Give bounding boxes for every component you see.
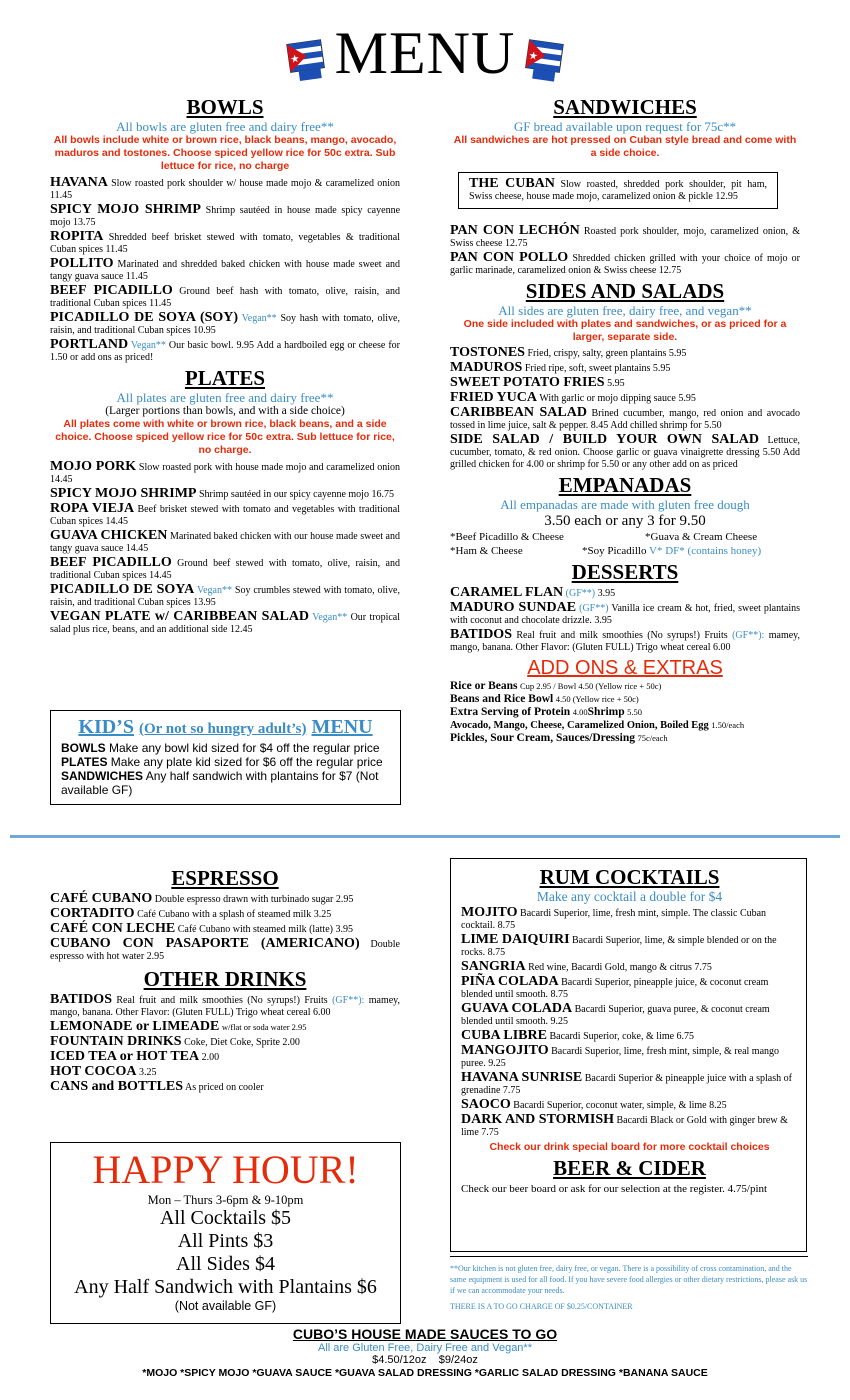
sides-red-note: One side included with plates and sandwiches, or as priced for a larger, separate side. xyxy=(463,318,787,343)
item-name: SANGRIA xyxy=(461,959,526,974)
kids-heading-end: MENU xyxy=(311,716,373,738)
cuban-flag-icon xyxy=(283,32,329,86)
kids-heading-main: KID’S xyxy=(78,716,134,738)
menu-item xyxy=(461,1099,798,1112)
item-desc: Vanilla ice cream & hot, fried, sweet plantains with coconut and chocolate drizzle. 3.95 xyxy=(450,603,800,626)
item-desc: Bacardi Superior, lime, & simple blended or on the rocks. 8.75 xyxy=(461,935,777,958)
addon-desc: 75c/each xyxy=(637,733,668,743)
empanadas-note: All empanadas are made with gluten free dough xyxy=(500,497,750,512)
sandwiches-note: GF bread available upon request for 75c** xyxy=(513,119,737,134)
item-desc: mamey, mango, banana. Other Flavor: (Gluten FULL) Trigo wheat cereal 6.00 xyxy=(450,630,801,653)
empanadas-options xyxy=(450,530,800,558)
drink-item xyxy=(50,1081,400,1094)
rum-list xyxy=(461,907,798,1139)
beer-text: Check our beer board or ask for our selection at the register. 4.75/pint xyxy=(461,1183,768,1195)
espresso-list xyxy=(50,893,400,963)
addon-desc: Cup 2.95 / Bowl 4.50 (Yellow rice + 50c) xyxy=(520,681,662,691)
happy-hour-note: (Not available GF) xyxy=(174,1299,277,1313)
drink-desc: Coke, Diet Coke, Sprite 2.00 xyxy=(184,1037,300,1048)
kids-heading-sub: (Or not so hungry adult’s) xyxy=(138,721,307,737)
plates-heading: PLATES xyxy=(184,366,266,390)
kids-menu-box xyxy=(50,710,401,805)
item-name: MOJITO xyxy=(461,905,518,920)
item-name: HAVANA xyxy=(50,175,108,190)
menu-item xyxy=(50,938,400,963)
item-name: CARAMEL FLAN xyxy=(450,585,564,600)
item-name: SPICY MOJO SHRIMP xyxy=(50,202,201,217)
rum-note: Make any cocktail a double for $4 xyxy=(536,889,723,904)
plates-note2: (Larger portions than bowls, and with a side choice) xyxy=(105,405,345,417)
item-desc: Ground beef hash with tomato, olive, raisin, and traditional Cuban spices 11.45 xyxy=(50,286,401,309)
drink-item xyxy=(50,1051,400,1064)
item-desc: Bacardi Superior, coconut water, simple, & lime 8.25 xyxy=(513,1100,727,1111)
item-desc: Double espresso drawn with turbinado sugar 2.95 xyxy=(154,894,354,905)
happy-hour-heading: HAPPY HOUR! xyxy=(92,1147,359,1192)
item-desc: Café Cubano with a splash of steamed milk 3.25 xyxy=(137,909,332,920)
menu-item xyxy=(50,503,400,528)
plates-red-note: All plates come with white or brown rice, black beans, and a side choice. Choose spiced yellow rice for 50c extra. Sub lettuce for rice, no charge. xyxy=(55,418,395,456)
item-desc: Our basic bowl. 9.95 Add a hardboiled egg or cheese for 1.50 or add ons as priced! xyxy=(50,340,401,363)
item-desc: Soy crumbles stewed with tomato, olive, raisin, and traditional Cuban spices 13.95 xyxy=(50,585,400,608)
menu-item xyxy=(461,1030,798,1043)
item-name: CARIBBEAN SALAD xyxy=(450,405,587,420)
addons-list xyxy=(450,680,800,745)
addon-line xyxy=(450,693,800,706)
happy-hour-box xyxy=(50,1142,401,1324)
menu-item xyxy=(50,611,400,636)
menu-item xyxy=(50,923,400,936)
rum-cocktails-box xyxy=(450,858,807,1252)
item-desc: 5.95 xyxy=(607,378,625,389)
menu-item xyxy=(50,908,400,921)
cuban-name: THE CUBAN xyxy=(469,176,555,191)
item-desc: Bacardi Superior, lime, fresh mint, simple, & real mango puree. 9.25 xyxy=(461,1046,780,1069)
happy-hour-line: All Sides $4 xyxy=(176,1253,275,1275)
drink-name: LEMONADE or LIMEADE xyxy=(50,1019,220,1034)
item-desc: Brined cucumber, mango, red onion and avocado tossed in lime juice, salt & pepper. 8.45 Add chilled shrimp for 5.50 xyxy=(450,408,801,431)
other-drinks-heading: OTHER DRINKS xyxy=(143,967,307,991)
empanada-option xyxy=(582,544,761,558)
menu-item xyxy=(461,1114,798,1139)
menu-item xyxy=(450,602,800,627)
empanada-option-note: V* DF* (contains honey) xyxy=(649,545,762,557)
menu-item xyxy=(450,377,800,390)
menu-item xyxy=(50,584,400,609)
drink-name: FOUNTAIN DRINKS xyxy=(50,1034,182,1049)
item-desc: Shredded beef brisket stewed with tomato, vegetables & traditional Cuban spices 11.45 xyxy=(50,232,401,255)
menu-item xyxy=(450,587,800,600)
cuban-box xyxy=(458,172,778,209)
item-name: SIDE SALAD / BUILD YOUR OWN SALAD xyxy=(450,432,759,447)
item-desc: Slow roasted pork shoulder w/ house made mojo & caramelized onion 11.45 xyxy=(50,178,400,201)
bowls-red-note: All bowls include white or brown rice, black beans, mango, avocado, maduros and tostones. Choose spiced yellow rice for 50c extra. Sub lettuce for rice, no charge xyxy=(53,134,397,172)
rum-heading: RUM COCKTAILS xyxy=(539,865,720,889)
menu-item xyxy=(450,392,800,405)
footnote-text: **Our kitchen is not gluten free, dairy free, or vegan. There is a possibility of cross contamination, and the same equipment is used for all food. If you have severe food allergies or other dietary restrictions, please ask us if we can accommodate your needs. xyxy=(450,1264,808,1295)
drink-desc: Real fruit and milk smoothies (No syrups!) Fruits xyxy=(116,995,328,1006)
menu-item xyxy=(50,893,400,906)
espresso-heading: ESPRESSO xyxy=(171,866,279,890)
empanada-option: *Guava & Cream Cheese xyxy=(645,531,758,543)
item-name: HAVANA SUNRISE xyxy=(461,1070,583,1085)
item-desc: Shrimp sautéed in our spicy cayenne mojo 16.75 xyxy=(198,489,394,500)
menu-item xyxy=(450,347,800,360)
addon-name: Beans and Rice Bowl xyxy=(450,693,554,705)
addon-name: Shrimp xyxy=(587,706,625,718)
happy-hour-line: All Pints $3 xyxy=(177,1230,274,1252)
item-name: TOSTONES xyxy=(450,345,525,360)
drink-desc: 3.25 xyxy=(138,1067,157,1078)
item-name: MOJO PORK xyxy=(50,459,137,474)
item-desc: Bacardi Superior, pineapple juice, & coconut cream blended until smooth. 8.75 xyxy=(461,977,769,1000)
drink-name: BATIDOS xyxy=(50,992,112,1007)
item-name: PIÑA COLADA xyxy=(461,974,559,989)
item-name: BATIDOS xyxy=(450,627,512,642)
item-name: MADURO SUNDAE xyxy=(450,600,577,615)
other-drinks-list xyxy=(50,994,400,1094)
empanada-option-name: *Soy Picadillo xyxy=(582,545,647,557)
kids-line-name: SANDWICHES xyxy=(61,769,144,783)
item-desc: Ground beef stewed with tomato, olive, raisin, and traditional Cuban spices 14.45 xyxy=(50,558,400,581)
sandwiches-red-note: All sandwiches are hot pressed on Cuban style bread and come with a side choice. xyxy=(453,134,797,159)
item-name: PAN CON LECHÓN xyxy=(450,223,580,238)
empanadas-heading: EMPANADAS xyxy=(558,473,692,497)
menu-item xyxy=(50,312,400,337)
item-desc: Soy hash with tomato, olive, raisin, and traditional Cuban spices 10.95 xyxy=(50,313,400,336)
addon-desc: 1.50/each xyxy=(711,720,745,730)
kids-line xyxy=(61,755,390,769)
menu-item xyxy=(50,258,400,283)
kids-line-name: PLATES xyxy=(61,755,108,769)
item-name: GUAVA COLADA xyxy=(461,1001,573,1016)
vegan-tag: Vegan** xyxy=(241,313,277,324)
drink-name: HOT COCOA xyxy=(50,1064,137,1079)
menu-item xyxy=(50,231,400,256)
item-name: VEGAN PLATE w/ CARIBBEAN SALAD xyxy=(50,609,310,624)
footnote-section xyxy=(450,1256,808,1312)
item-desc: Lettuce, cucumber, tomato, & red onion. Choose garlic or guava vinaigrette dressing 5.50 Add grilled chicken for 4.00 or shrimp for 5.50 or any other add on as priced xyxy=(450,435,801,470)
menu-item xyxy=(50,339,400,364)
item-name: BEEF PICADILLO xyxy=(50,555,172,570)
gf-tag: (GF**) xyxy=(565,588,596,599)
item-desc: 3.95 xyxy=(597,588,616,599)
drink-desc: mamey, mango, banana. Other Flavor: (Gluten FULL) Trigo wheat cereal 6.00 xyxy=(50,995,401,1018)
item-name: PICADILLO DE SOYA xyxy=(50,582,195,597)
rum-red-note: Check our drink special board for more cocktail choices xyxy=(489,1141,770,1153)
addon-desc: 4.00 xyxy=(572,707,588,717)
menu-item xyxy=(50,204,400,229)
menu-item xyxy=(450,434,800,471)
item-desc: Shrimp sautéed in house made spicy cayenne mojo 13.75 xyxy=(50,205,401,228)
item-desc: Roasted pork shoulder, mojo, caramelized onion, & Swiss cheese 12.75 xyxy=(450,226,800,249)
item-name: SPICY MOJO SHRIMP xyxy=(50,486,197,501)
happy-hour-times: Mon – Thurs 3-6pm & 9-10pm xyxy=(147,1193,304,1207)
addon-line xyxy=(450,732,800,745)
sauces-list: *MOJO *SPICY MOJO *GUAVA SAUCE *GUAVA SALAD DRESSING *GARLIC SALAD DRESSING *BANANA SAUCE xyxy=(142,1367,708,1379)
vegan-tag: Vegan** xyxy=(130,340,166,351)
menu-item xyxy=(461,961,798,974)
item-desc: Fried ripe, soft, sweet plantains 5.95 xyxy=(524,363,671,374)
menu-title xyxy=(0,18,850,88)
item-name: SAOCO xyxy=(461,1097,511,1112)
drink-name: ICED TEA or HOT TEA xyxy=(50,1049,200,1064)
bowls-heading: BOWLS xyxy=(186,95,264,119)
item-desc: Real fruit and milk smoothies (No syrups!) Fruits xyxy=(516,630,728,641)
item-desc: Café Cubano with steamed milk (latte) 3.95 xyxy=(177,924,353,935)
drink-name: CANS and BOTTLES xyxy=(50,1079,184,1094)
item-name: GUAVA CHICKEN xyxy=(50,528,168,543)
to-go-charge: THERE IS A TO GO CHARGE OF $0.25/CONTAINER xyxy=(450,1302,633,1311)
kids-line-desc: Make any bowl kid sized for $4 off the regular price xyxy=(109,741,380,755)
item-desc: Bacardi Superior, lime, fresh mint, simple. The classic Cuban cocktail. 8.75 xyxy=(461,908,767,931)
gf-tag: (GF**) xyxy=(579,603,609,614)
drink-gf: (GF**): xyxy=(332,995,365,1006)
sandwiches-section xyxy=(450,95,800,745)
sauces-price: $4.50/12oz $9/24oz xyxy=(372,1354,478,1366)
item-name: BEEF PICADILLO xyxy=(50,283,173,298)
menu-item xyxy=(461,934,798,959)
section-divider xyxy=(10,835,840,838)
sides-note: All sides are gluten free, dairy free, and vegan** xyxy=(498,303,752,318)
sides-list xyxy=(450,347,800,471)
item-name: CAFÉ CON LECHE xyxy=(50,921,176,936)
menu-item xyxy=(450,252,800,277)
drink-desc: w/flat or soda water 2.95 xyxy=(221,1022,307,1032)
sauces-heading: CUBO’S HOUSE MADE SAUCES TO GO xyxy=(292,1326,558,1342)
drink-item xyxy=(50,1021,400,1034)
cuban-item xyxy=(469,178,767,203)
addon-desc: 4.50 (Yellow rice + 50c) xyxy=(555,694,639,704)
desserts-heading: DESSERTS xyxy=(571,560,679,584)
menu-heading: MENU xyxy=(334,20,516,86)
item-desc: Shredded chicken grilled with your choice of mojo or garlic marinade, caramelized onion & Swiss cheese 12.75 xyxy=(450,253,801,276)
menu-item xyxy=(50,557,400,582)
desserts-list xyxy=(450,587,800,654)
menu-item xyxy=(50,488,400,501)
item-name: POLLITO xyxy=(50,256,114,271)
menu-item xyxy=(450,407,800,432)
cuban-flag-icon xyxy=(521,32,567,86)
sides-heading: SIDES AND SALADS xyxy=(525,279,725,303)
addon-desc: 5.50 xyxy=(627,707,643,717)
addon-name: Extra Serving of Protein xyxy=(450,706,571,718)
menu-item xyxy=(461,976,798,1001)
sandwiches-list xyxy=(450,225,800,277)
menu-item xyxy=(50,177,400,202)
item-name: CUBANO CON PASAPORTE (AMERICANO) xyxy=(50,936,360,951)
kids-line xyxy=(61,741,390,755)
kids-heading xyxy=(61,715,390,741)
item-name: MANGOJITO xyxy=(461,1043,549,1058)
sauces-note: All are Gluten Free, Dairy Free and Vegan** xyxy=(317,1342,532,1354)
espresso-section xyxy=(50,866,400,1096)
menu-item xyxy=(50,530,400,555)
empanada-option: *Beef Picadillo & Cheese xyxy=(450,531,564,543)
menu-item xyxy=(461,1045,798,1070)
item-name: CUBA LIBRE xyxy=(461,1028,547,1043)
drink-item xyxy=(50,1036,400,1049)
sandwiches-heading: SANDWICHES xyxy=(553,95,697,119)
item-desc: Fried, crispy, salty, green plantains 5.95 xyxy=(527,348,687,359)
empanada-option: *Ham & Cheese xyxy=(450,545,523,557)
drink-desc: 2.00 xyxy=(201,1052,220,1063)
addon-name: Pickles, Sour Cream, Sauces/Dressing xyxy=(450,732,635,744)
item-desc: Marinated and shredded baked chicken with house made sweet and tangy guava sauce 11.45 xyxy=(50,259,401,282)
addon-name: Avocado, Mango, Cheese, Caramelized Onion, Boiled Egg xyxy=(450,720,709,731)
item-desc: Bacardi Superior & pineapple juice with a splash of grenadine 7.75 xyxy=(461,1073,792,1096)
drink-item xyxy=(50,1066,400,1079)
item-desc: Bacardi Superior, guava puree, & coconut cream blended until smooth. 9.25 xyxy=(461,1004,770,1027)
addon-name: Rice or Beans xyxy=(450,680,518,692)
item-name: SWEET POTATO FRIES xyxy=(450,375,605,390)
drink-desc: As priced on cooler xyxy=(185,1082,264,1093)
item-name: ROPA VIEJA xyxy=(50,501,135,516)
kids-line-name: BOWLS xyxy=(61,741,106,755)
item-name: CAFÉ CUBANO xyxy=(50,891,153,906)
item-desc: With garlic or mojo dipping sauce 5.95 xyxy=(539,393,696,404)
sauces-section xyxy=(0,1326,850,1380)
item-name: ROPITA xyxy=(50,229,104,244)
addon-line xyxy=(450,706,800,719)
gf-tag: (GF**): xyxy=(732,630,765,641)
cuban-desc: Slow roasted, shredded pork shoulder, pit ham, Swiss cheese, house made mojo, caramelized onion & pickle 12.95 xyxy=(469,179,767,202)
bowls-section xyxy=(50,95,400,638)
addon-line xyxy=(450,719,800,732)
menu-item xyxy=(461,1072,798,1097)
menu-item xyxy=(50,461,400,486)
addons-heading: ADD ONS & EXTRAS xyxy=(527,657,723,679)
item-desc: Double espresso with hot water 2.95 xyxy=(50,939,400,962)
menu-item xyxy=(450,225,800,250)
menu-item xyxy=(50,285,400,310)
bowls-list xyxy=(50,177,400,364)
plates-note: All plates are gluten free and dairy free** xyxy=(116,390,334,405)
item-desc: Beef brisket stewed with tomato and vegetables with traditional Cuban spices 14.45 xyxy=(50,504,401,527)
item-desc: Slow roasted pork with house made mojo and caramelized onion 14.45 xyxy=(50,462,401,485)
item-name: FRIED YUCA xyxy=(450,390,537,405)
plates-list xyxy=(50,461,400,636)
bowls-note: All bowls are gluten free and dairy free** xyxy=(116,119,334,134)
addon-line xyxy=(450,680,800,693)
kids-line xyxy=(61,769,390,797)
item-name: DARK AND STORMISH xyxy=(461,1112,614,1127)
item-name: PAN CON POLLO xyxy=(450,250,569,265)
menu-item xyxy=(450,629,800,654)
menu-item xyxy=(461,907,798,932)
kids-line-desc: Any half sandwich with plantains for $7 (Not available GF) xyxy=(61,769,379,797)
item-name: PORTLAND xyxy=(50,337,129,352)
beer-heading: BEER & CIDER xyxy=(553,1156,706,1180)
item-desc: Red wine, Bacardi Gold, mango & citrus 7.75 xyxy=(528,962,712,973)
item-name: CORTADITO xyxy=(50,906,135,921)
menu-item xyxy=(450,362,800,375)
vegan-tag: Vegan** xyxy=(196,585,232,596)
kids-lines xyxy=(61,741,390,797)
happy-hour-line: All Cocktails $5 xyxy=(159,1207,292,1229)
item-desc: Marinated baked chicken with our house made sweet and tangy guava sauce 14.45 xyxy=(50,531,400,554)
item-name: PICADILLO DE SOYA (SOY) xyxy=(50,310,239,325)
empanadas-price: 3.50 each or any 3 for 9.50 xyxy=(544,513,706,529)
item-desc: Bacardi Black or Gold with ginger brew & lime 7.75 xyxy=(461,1115,788,1138)
item-desc: Our tropical salad plus rice, beans, and an additional side 12.45 xyxy=(50,612,400,635)
menu-item xyxy=(461,1003,798,1028)
item-desc: Bacardi Superior, coke, & lime 6.75 xyxy=(549,1031,695,1042)
kids-line-desc: Make any plate kid sized for $6 off the regular price xyxy=(110,755,383,769)
item-name: MADUROS xyxy=(450,360,523,375)
item-name: LIME DAIQUIRI xyxy=(461,932,570,947)
vegan-tag: Vegan** xyxy=(312,612,348,623)
drink-item xyxy=(50,994,400,1019)
happy-hour-line: Any Half Sandwich with Plantains $6 xyxy=(74,1276,377,1298)
